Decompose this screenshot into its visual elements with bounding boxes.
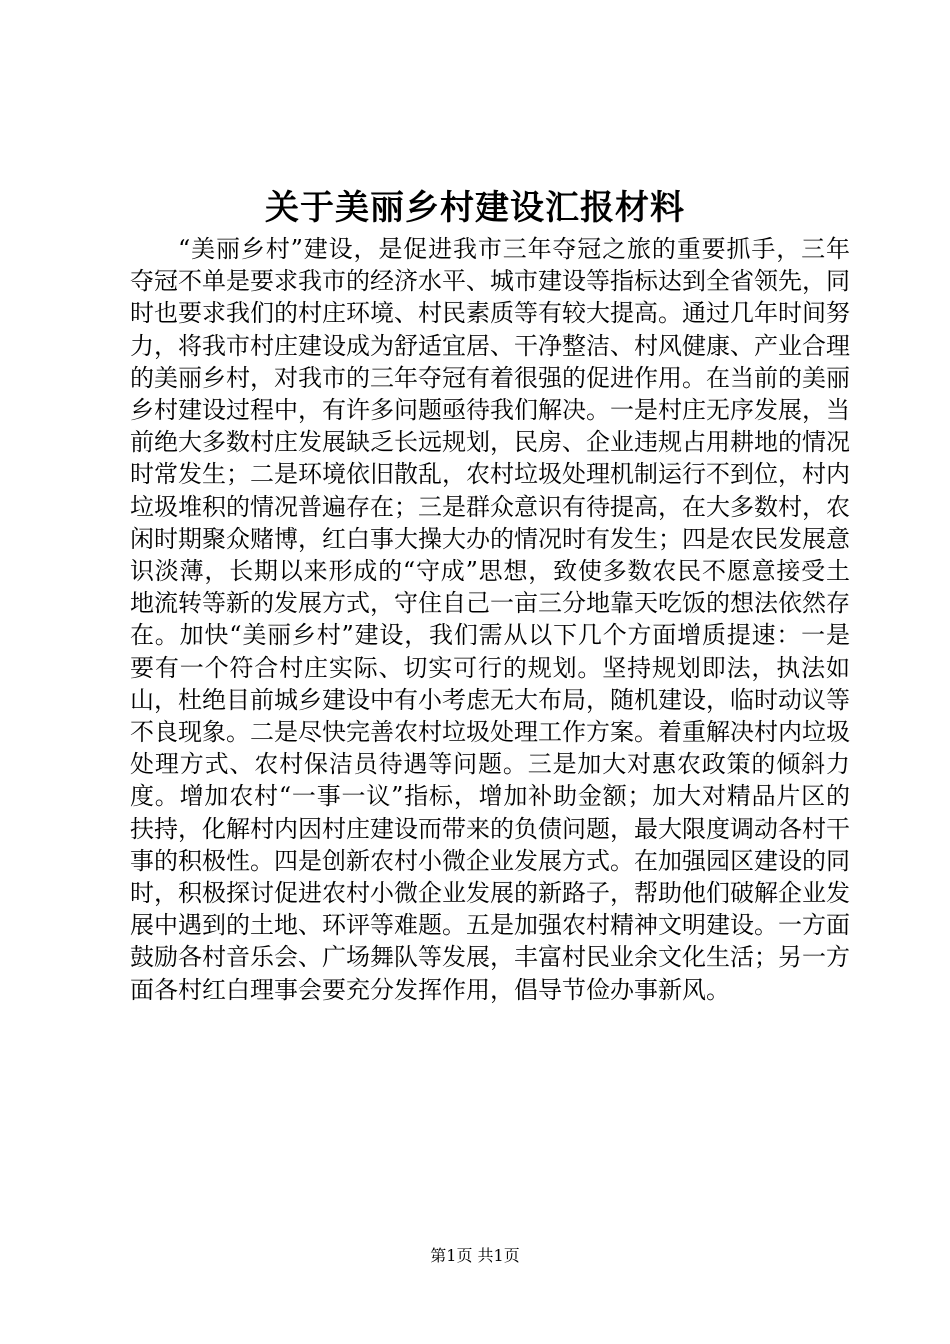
page-footer: 第1页 共1页 — [430, 1246, 520, 1265]
document-body-paragraph: “美丽乡村”建设，是促进我市三年夺冠之旅的重要抓手，三年夺冠不单是要求我市的经济水平、城市建设等指标达到全省领先，同时也要求我们的村庄环境、村民素质等有较大提高。通过几年时间努力，将我市村庄建设成为舒适宜居、干净整洁、村风健康、产业合理的美丽乡村，对我市的三年夺冠有着很强的促进作用。在当前的美丽乡村建设过程中，有许多问题亟待我们解决。一是村庄无序发展，当前绝大多数村庄发展缺乏长远规划，民房、企业违规占用耕地的情况时常发生；二是环境依旧散乱，农村垃圾处理机制运行不到位，村内垃圾堆积的情况普遍存在；三是群众意识有待提高，在大多数村，农闲时期聚众赌博，红白事大操大办的情况时有发生；四是农民发展意识淡薄，长期以来形成的“守成”思想，致使多数农民不愿意接受土地流转等新的发展方式，守住自己一亩三分地靠天吃饭的想法依然存在。加快“美丽乡村”建设，我们需从以下几个方面增质提速：一是要有一个符合村庄实际、切实可行的规划。坚持规划即法，执法如山，杜绝目前城乡建设中有小考虑无大布局，随机建设，临时动议等不良现象。二是尽快完善农村垃圾处理工作方案。着重解决村内垃圾处理方式、农村保洁员待遇等问题。三是加大对惠农政策的倾斜力度。增加农村“一事一议”指标，增加补助金额；加大对精品片区的扶持，化解村内因村庄建设而带来的负债问题，最大限度调动各村干事的积极性。四是创新农村小微企业发展方式。在加强园区建设的同时，积极探讨促进农村小微企业发展的新路子，帮助他们破解企业发展中遇到的土地、环评等难题。五是加强农村精神文明建设。一方面鼓励各村音乐会、广场舞队等发展，丰富村民业余文化生活；另一方面各村红白理事会要充分发挥作用，倡导节俭办事新风。 — [130, 235, 850, 1004]
document-title: 关于美丽乡村建设汇报材料 — [265, 188, 685, 228]
